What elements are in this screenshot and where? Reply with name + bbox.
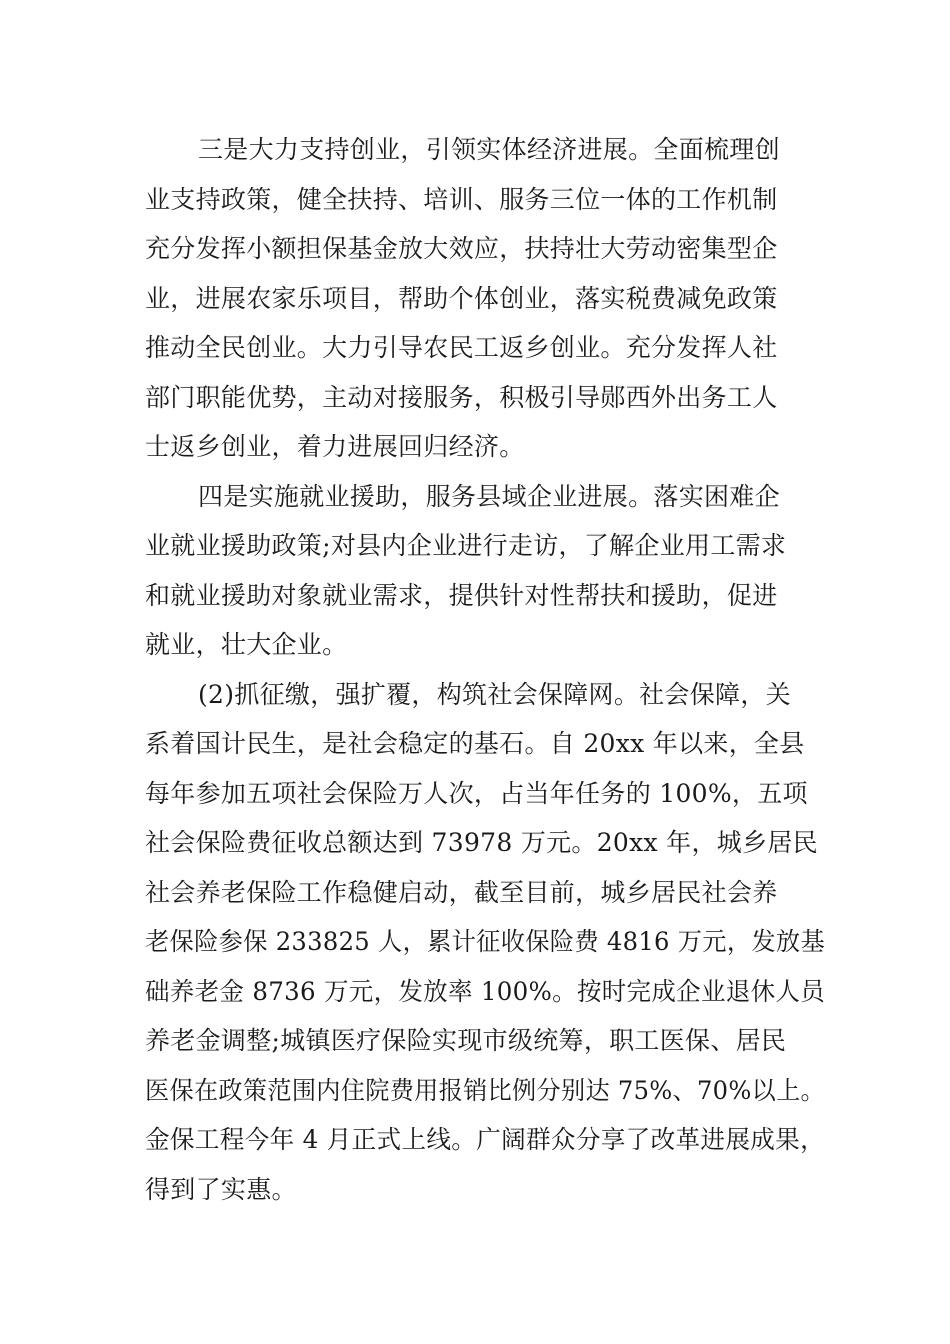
paragraph-1-line-7: 士返乡创业，着力进展回归经济。: [145, 432, 525, 461]
paragraph-2-line-4: 就业，壮大企业。: [145, 630, 348, 659]
paragraph-3-line-3: 每年参加五项社会保险万人次，占当年任务的 100%，五项: [145, 779, 808, 808]
paragraph-2-line-1: 四是实施就业援助，服务县域企业进展。落实困难企: [198, 482, 780, 511]
paragraph-3-line-4: 社会保险费征收总额达到 73978 万元。20xx 年，城乡居民: [145, 828, 818, 857]
paragraph-1-line-1: 三是大力支持创业，引领实体经济进展。全面梳理创: [198, 135, 780, 164]
paragraph-1-line-2: 业支持政策，健全扶持、培训、服务三位一体的工作机制: [145, 185, 778, 214]
paragraph-1-line-3: 充分发挥小额担保基金放大效应，扶持壮大劳动密集型企: [145, 234, 778, 263]
paragraph-3-line-6: 老保险参保 233825 人，累计征收保险费 4816 万元，发放基: [145, 927, 826, 956]
paragraph-3-line-5: 社会养老保险工作稳健启动，截至目前，城乡居民社会养: [145, 878, 778, 907]
paragraph-3-line-2: 系着国计民生，是社会稳定的基石。自 20xx 年以来，全县: [145, 729, 805, 758]
paragraph-1-line-6: 部门职能优势，主动对接服务，积极引导郧西外出务工人: [145, 383, 778, 412]
paragraph-3-line-1: (2)抓征缴，强扩覆，构筑社会保障网。社会保障，关: [198, 680, 791, 709]
paragraph-1-line-4: 业，进展农家乐项目，帮助个体创业，落实税费减免政策: [145, 284, 778, 313]
paragraph-3-line-11: 得到了实惠。: [145, 1175, 297, 1204]
paragraph-3-line-7: 础养老金 8736 万元，发放率 100%。按时完成企业退休人员: [145, 977, 826, 1006]
paragraph-3-line-9: 医保在政策范围内住院费用报销比例分别达 75%、70%以上。: [145, 1076, 826, 1105]
paragraph-3-line-8: 养老金调整;城镇医疗保险实现市级统筹，职工医保、居民: [145, 1026, 787, 1055]
paragraph-1-line-5: 推动全民创业。大力引导农民工返乡创业。充分发挥人社: [145, 333, 778, 362]
paragraph-3-line-10: 金保工程今年 4 月正式上线。广阔群众分享了改革进展成果，: [145, 1125, 826, 1154]
paragraph-2-line-2: 业就业援助政策;对县内企业进行走访，了解企业用工需求: [145, 531, 787, 560]
paragraph-2-line-3: 和就业援助对象就业需求，提供针对性帮扶和援助，促进: [145, 581, 778, 610]
